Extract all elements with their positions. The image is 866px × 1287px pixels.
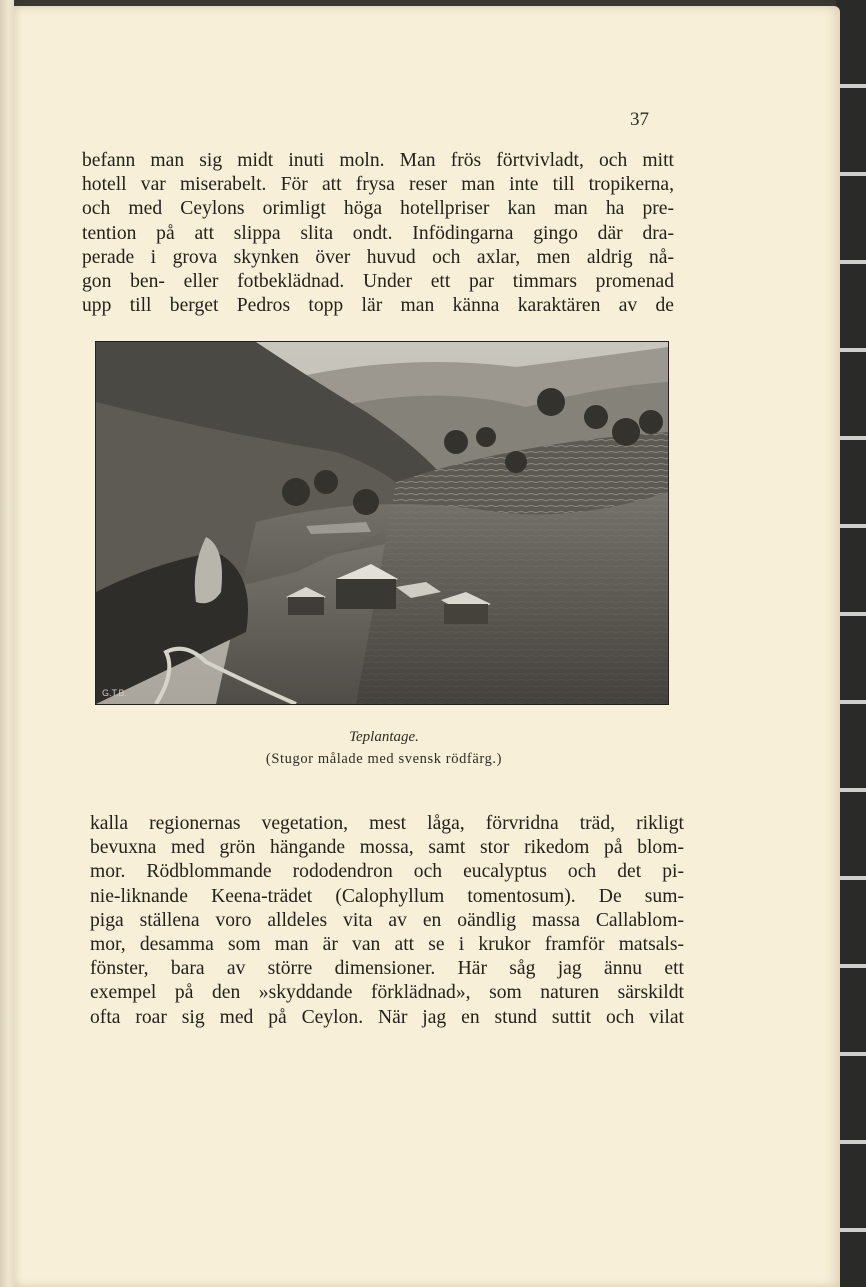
- photo-illustration: [96, 342, 668, 704]
- text-line: exempel på den »skyddande förklädnad», som naturen särskildt: [90, 982, 684, 1004]
- scan-left-edge: [0, 0, 14, 1287]
- book-page: [14, 6, 840, 1287]
- text-line: nie-liknande Keena-trädet (Calophyllum tomentosum). De sum-: [90, 885, 684, 907]
- text-line: befann man sig midt inuti moln. Man frös förtvivladt, och mitt: [82, 150, 674, 171]
- text-line: fönster, bara av större dimensioner. Här såg jag ännu ett: [90, 958, 684, 980]
- paragraph-top: [82, 149, 674, 318]
- text-line: kalla regionernas vegetation, mest låga, förvridna träd, rikligt: [90, 813, 684, 834]
- text-line: bevuxna med grön hängande mossa, samt stor rikedom på blom-: [90, 837, 684, 859]
- text-line: och med Ceylons orimligt höga hotellpriser kan man ha pre-: [82, 198, 674, 220]
- engraver-mark: G.T.B.: [102, 688, 128, 698]
- figure-caption-title: Teplantage.: [349, 729, 419, 745]
- page-number: 37: [630, 109, 649, 130]
- text-line: upp till berget Pedros topp lär man känna karaktären av de: [82, 295, 674, 317]
- text-line: ofta roar sig med på Ceylon. När jag en stund suttit och vilat: [90, 1006, 684, 1028]
- text-line: tention på att slippa slita ondt. Infödingarna gingo där dra-: [82, 222, 674, 244]
- text-line: mor, desamma som man är van att se i krukor framför matsals-: [90, 934, 684, 956]
- text-line: perade i grova skynken över huvud och axlar, men aldrig nå-: [82, 246, 674, 268]
- text-line: mor. Rödblommande rododendron och eucalyptus och det pi-: [90, 861, 684, 883]
- tea-plantation-photo: [95, 341, 669, 705]
- text-line: gon ben- eller fotbeklädnad. Under ett par timmars promenad: [82, 271, 674, 293]
- text-line: piga ställena voro alldeles vita av en oändlig massa Callablom-: [90, 909, 684, 931]
- paragraph-bottom: [90, 812, 684, 1030]
- scan-right-edge: [836, 0, 866, 1287]
- text-line: hotell var miserabelt. För att frysa reser man inte till tropikerna,: [82, 174, 674, 196]
- figure-caption-subtitle: (Stugor målade med svensk rödfärg.): [265, 751, 503, 767]
